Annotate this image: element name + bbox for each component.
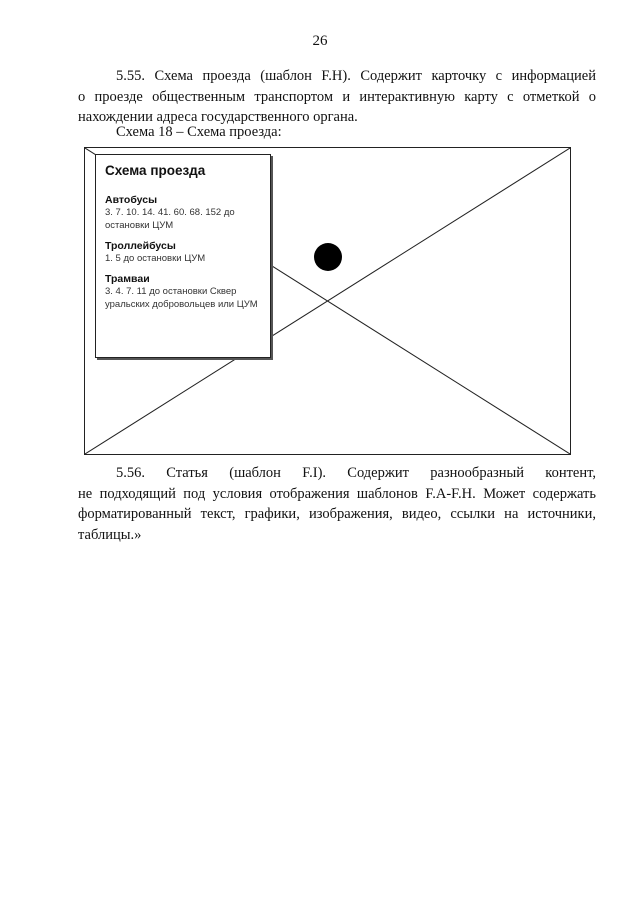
paragraph-5-56 bbox=[78, 463, 596, 545]
trams-heading: Трамваи bbox=[105, 273, 150, 285]
paragraph-rest: о проезде общественным транспортом и интерактивную карту с отметкой о нахождении адреса государственного органа. bbox=[78, 88, 596, 125]
paragraph-rest: не подходящий под условия отображения шаблонов F.A-F.H. Может содержать форматированный текст, графики, изображения, видео, ссылки на источники, таблицы.» bbox=[78, 485, 596, 543]
trams-routes: 3. 4. 7. 11 до остановки Сквер уральских добровольцев или ЦУМ bbox=[105, 286, 258, 310]
route-scheme-placeholder bbox=[84, 147, 571, 455]
location-marker[interactable] bbox=[314, 243, 342, 271]
figure-caption: Схема 18 – Схема проезда: bbox=[116, 124, 282, 140]
paragraph-first-line: 5.56. Статья (шаблон F.I). Содержит разнообразный контент, bbox=[116, 465, 596, 481]
buses-routes: 3. 7. 10. 14. 41. 60. 68. 152 до остановки ЦУМ bbox=[105, 207, 235, 231]
trolleybuses-heading: Троллейбусы bbox=[105, 240, 176, 252]
card-title: Схема проезда bbox=[105, 163, 206, 178]
paragraph-5-55 bbox=[78, 66, 596, 128]
paragraph-first-line: 5.55. Схема проезда (шаблон F.H). Содержит карточку с информацией bbox=[116, 68, 596, 84]
route-info-card bbox=[95, 154, 271, 358]
page-number: 26 bbox=[312, 33, 328, 49]
buses-heading: Автобусы bbox=[105, 194, 158, 206]
trolleybuses-routes: 1. 5 до остановки ЦУМ bbox=[105, 253, 206, 264]
